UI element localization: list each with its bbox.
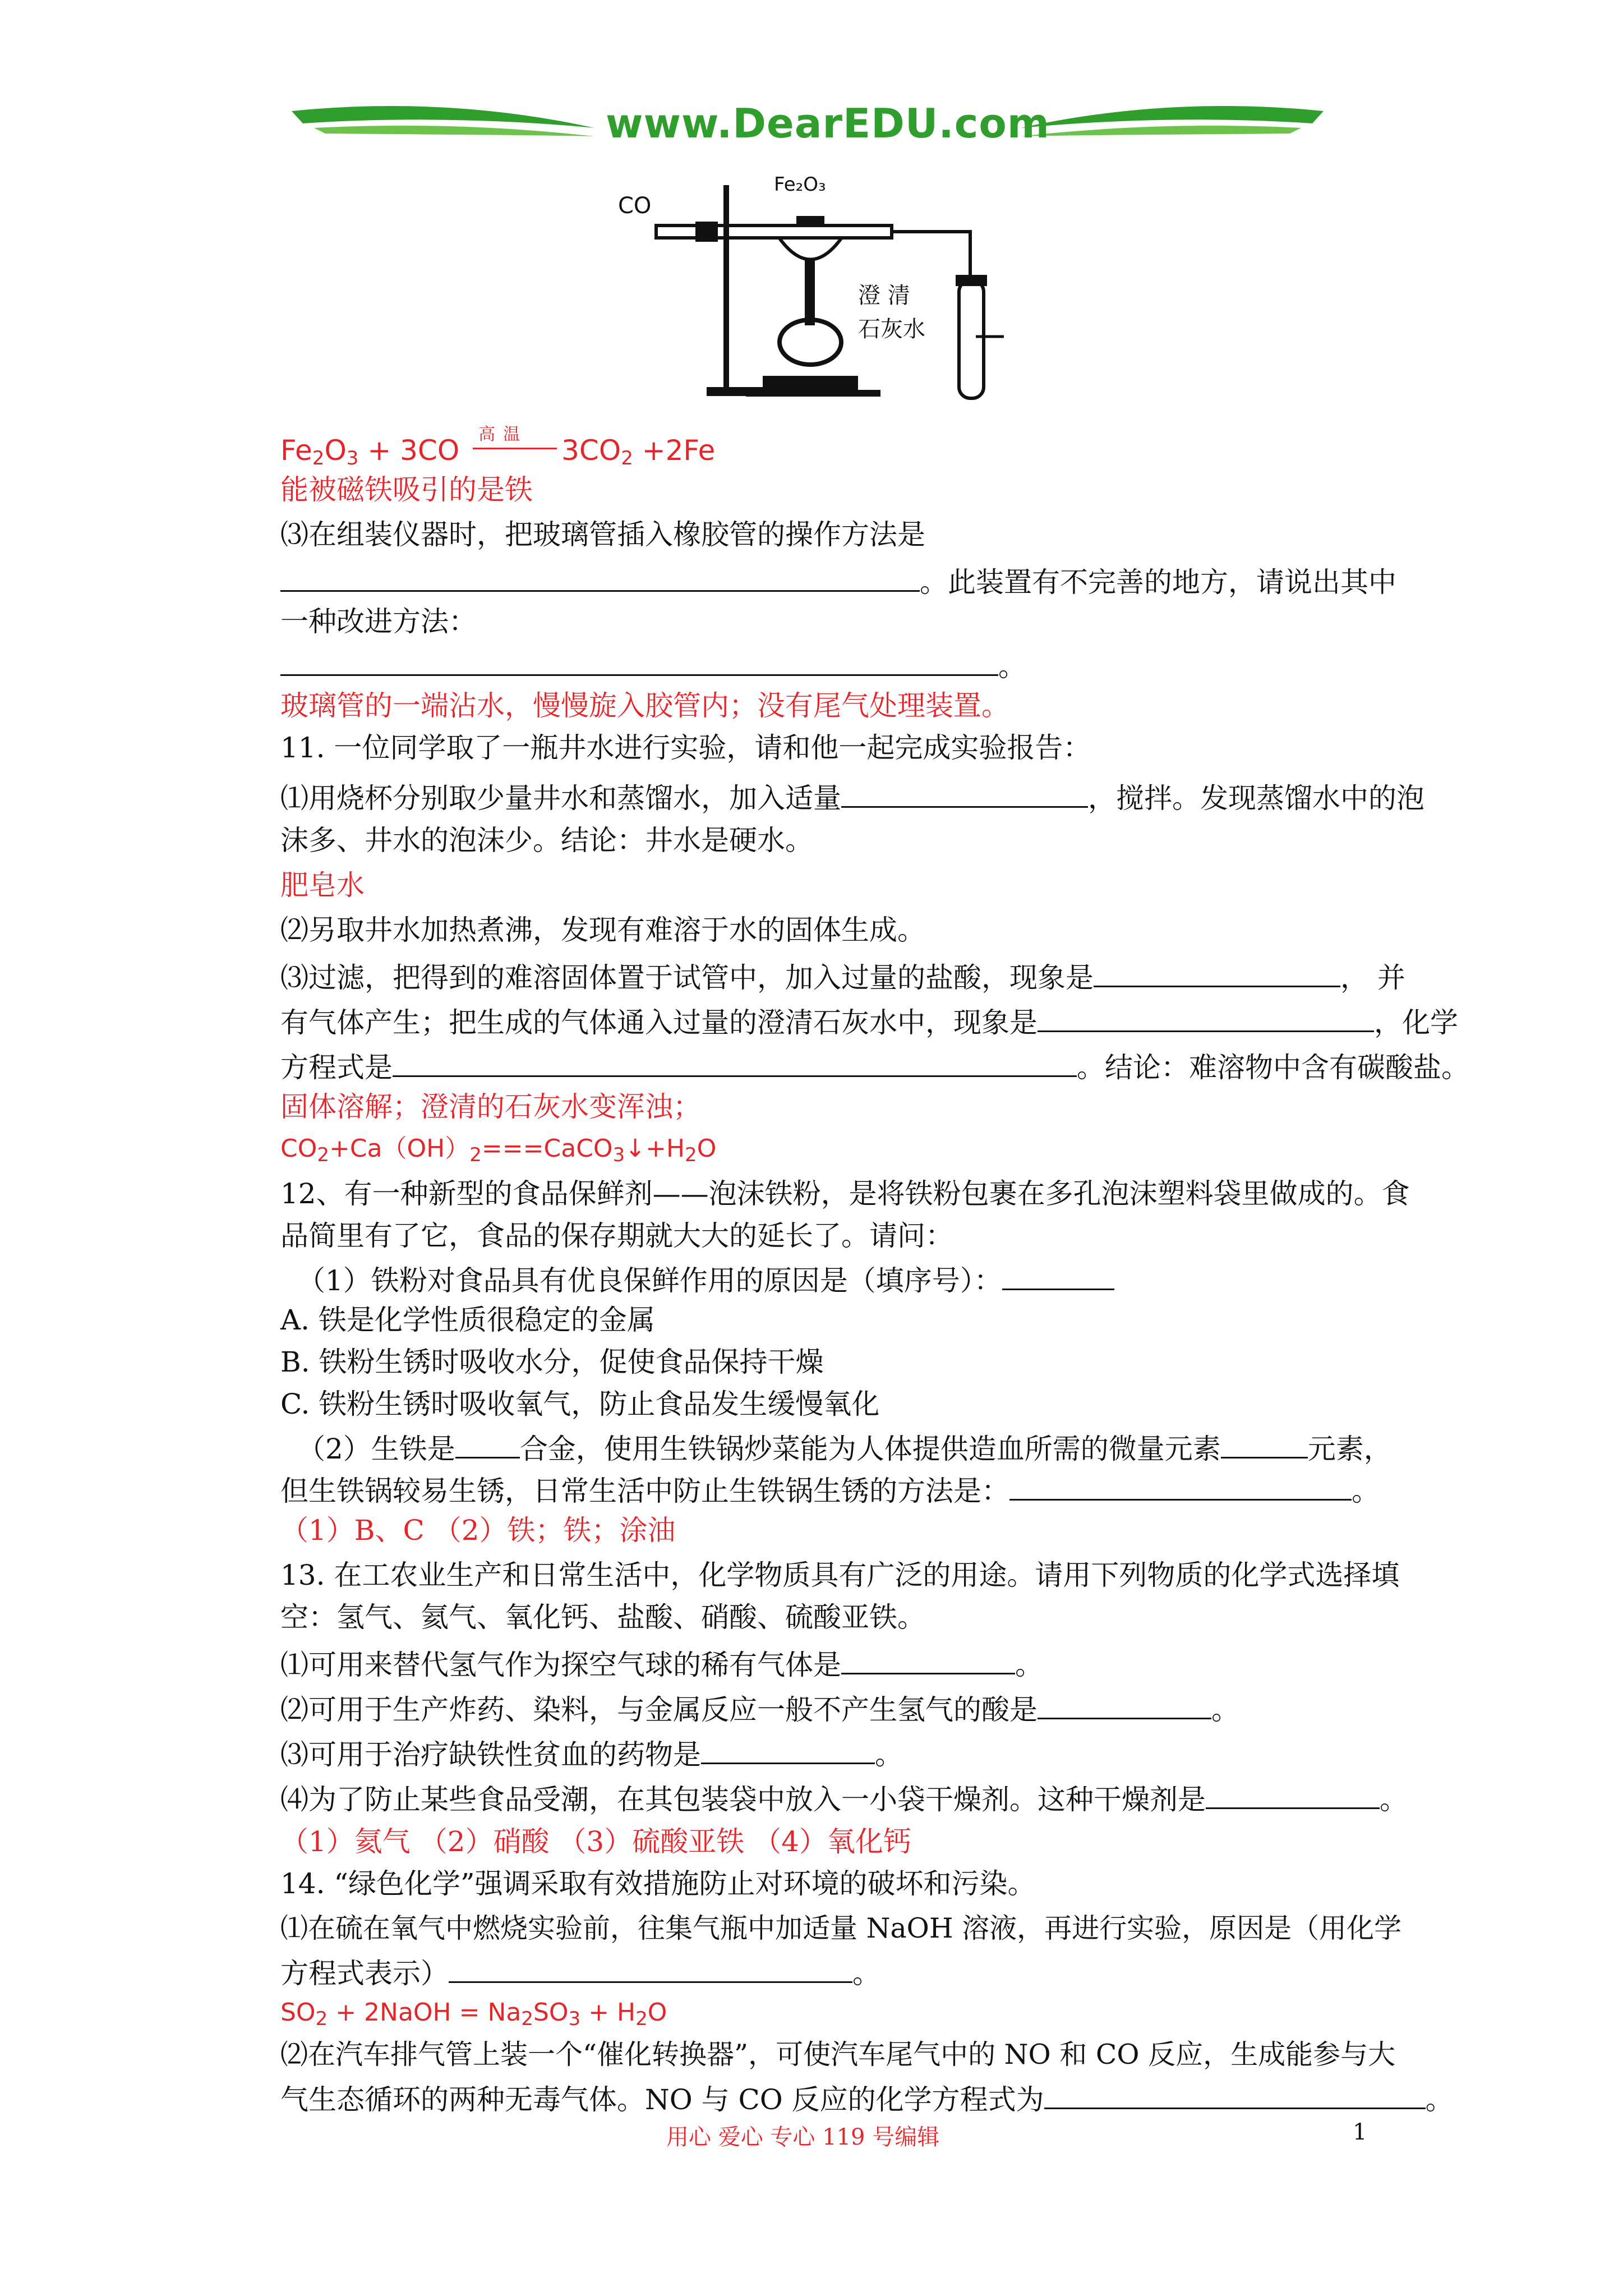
q12-stem-line2: 品简里有了它，食品的保存期就大大的延长了。请问： <box>280 1220 953 1252</box>
reaction-condition: 高温 <box>468 432 561 469</box>
q11-part3-line1: ⑶过滤，把得到的难溶固体置于试管中，加入过量的盐酸，现象是 ， 并 <box>280 956 1405 996</box>
answer-blank <box>1009 1470 1352 1501</box>
q10-part3-text: ⑶在组装仪器时，把玻璃管插入橡胶管的操作方法是 <box>280 518 925 551</box>
q12-option-c: C. 铁粉生锈时吸收氧气，防止食品发生缓慢氧化 <box>280 1388 880 1420</box>
q13-answer: （1）氦气 （2）硝酸 （3）硫酸亚铁 （4）氧化钙 <box>280 1825 911 1858</box>
q11-part3-line3: 方程式是 。结论：难溶物中含有碳酸盐。 <box>280 1046 1469 1086</box>
answer-blank <box>1038 1688 1211 1719</box>
limewater-label-2: 石灰水 <box>858 316 925 342</box>
limewater-label-1: 澄 清 <box>858 283 910 309</box>
answer-blank <box>1038 1001 1374 1032</box>
q11-stem: 11. 一位同学取了一瓶井水进行实验，请和他一起完成实验报告： <box>280 731 1091 764</box>
q12-stem-line1: 12、有一种新型的食品保鲜剂——泡沫铁粉，是将铁粉包裹在多孔泡沫塑料袋里做成的。食 <box>280 1177 1410 1210</box>
q10-answer-equation: $Fe_2O_3 + 3CO$ 高温 $3CO_2 +2Fe$ <box>280 425 716 470</box>
q11-answer3-equation: $CO_2+Ca(OH)_2===CaCO_3↓+H_2O$ <box>280 1134 717 1166</box>
answer-blank <box>1002 1259 1114 1290</box>
footer-editor-note: 用心 爱心 专心 119 号编辑 <box>666 2124 940 2150</box>
answer-blank <box>841 1644 1015 1674</box>
answer-blank <box>1044 2078 1426 2109</box>
q12-part2-line2: 但生铁锅较易生锈，日常生活中防止生铁锅生锈的方法是： 。 <box>280 1470 1380 1510</box>
q11-part1-line2: 沫多、井水的泡沫少。结论：井水是硬水。 <box>280 824 813 857</box>
answer-blank <box>1206 1778 1380 1809</box>
q13-stem-line2: 空：氢气、氦气、氧化钙、盐酸、硝酸、硫酸亚铁。 <box>280 1601 925 1634</box>
q10-part3-line3: 一种改进方法： <box>280 605 477 638</box>
q12-part2-line1: （2）生铁是 合金，使用生铁锅炒菜能为人体提供造血所需的微量元素 元素， <box>297 1428 1392 1467</box>
q11-part1-line1: ⑴用烧杯分别取少量井水和蒸馏水，加入适量 ，搅拌。发现蒸馏水中的泡 <box>280 777 1424 817</box>
answer-blank <box>841 777 1088 808</box>
answer-blank <box>393 1046 1077 1077</box>
answer-blank <box>455 1428 520 1458</box>
q14-part2-line1: ⑵在汽车排气管上装一个“催化转换器”，可使汽车尾气中的 NO 和 CO 反应，生成能参与大 <box>280 2039 1396 2070</box>
q14-part2-line2: 气生态循环的两种无毒气体。NO 与 CO 反应的化学方程式为 。 <box>280 2078 1454 2118</box>
answer-blank <box>1094 956 1340 987</box>
q10-answer-magnet: 能被磁铁吸引的是铁 <box>280 473 533 506</box>
q11-answer3: 固体溶解；澄清的石灰水变浑浊； <box>280 1091 701 1123</box>
q14-part1-line2: 方程式表示） 。 <box>280 1952 880 1992</box>
q14-part1-line1: ⑴在硫在氧气中燃烧实验前，往集气瓶中加适量 NaOH 溶液，再进行实验，原因是（用化学 <box>280 1912 1402 1944</box>
q11-answer1: 肥皂水 <box>280 869 365 901</box>
q13-stem-line1: 13. 在工农业生产和日常生活中，化学物质具有广泛的用途。请用下列物质的化学式选择填 <box>280 1559 1400 1591</box>
q12-answer: （1）B、C （2）铁；铁；涂油 <box>280 1514 676 1547</box>
q12-part1: （1）铁粉对食品具有优良保鲜作用的原因是（填序号）： <box>297 1259 1114 1299</box>
q10-part3-line4: 。 <box>280 645 1026 685</box>
answer-blank <box>1221 1428 1308 1458</box>
q12-option-b: B. 铁粉生锈时吸收水分，促使食品保持干燥 <box>280 1346 824 1378</box>
answer-blank <box>280 645 998 676</box>
q12-option-a: A. 铁是化学性质很稳定的金属 <box>280 1304 655 1336</box>
q14-stem: 14. “绿色化学”强调采取有效措施防止对环境的破坏和污染。 <box>280 1867 1036 1900</box>
q10-part3-line2: 。此装置有不完善的地方，请说出其中 <box>280 561 1396 601</box>
q11-part3-line2: 有气体产生；把生成的气体通入过量的澄清石灰水中，现象是 ，化学 <box>280 1001 1458 1041</box>
answer-blank <box>280 561 920 592</box>
co-reduction-apparatus-figure <box>611 168 1015 409</box>
co-label: CO <box>618 193 652 219</box>
q10-answer: 玻璃管的一端沾水，慢慢旋入胶管内；没有尾气处理装置。 <box>280 689 1009 722</box>
q13-part1: ⑴可用来替代氢气作为探空气球的稀有气体是 。 <box>280 1644 1043 1683</box>
fe2o3-label: Fe₂O₃ <box>774 173 826 196</box>
q13-part2: ⑵可用于生产炸药、染料，与金属反应一般不产生氢气的酸是 。 <box>280 1688 1239 1728</box>
answer-blank <box>449 1952 852 1983</box>
page-number: 1 <box>1353 2119 1367 2145</box>
q13-part3: ⑶可用于治疗缺铁性贫血的药物是 。 <box>280 1733 903 1773</box>
q11-part2: ⑵另取井水加热煮沸，发现有难溶于水的固体生成。 <box>280 914 925 946</box>
header-site-title: www.DearEDU.com <box>606 100 1050 147</box>
q14-answer-equation: $SO_2$ + 2NaOH = $Na_2SO_3 + H_2O$ <box>280 1998 667 2030</box>
q13-part4: ⑷为了防止某些食品受潮，在其包装袋中放入一小袋干燥剂。这种干燥剂是 。 <box>280 1778 1408 1818</box>
answer-blank <box>701 1733 875 1764</box>
